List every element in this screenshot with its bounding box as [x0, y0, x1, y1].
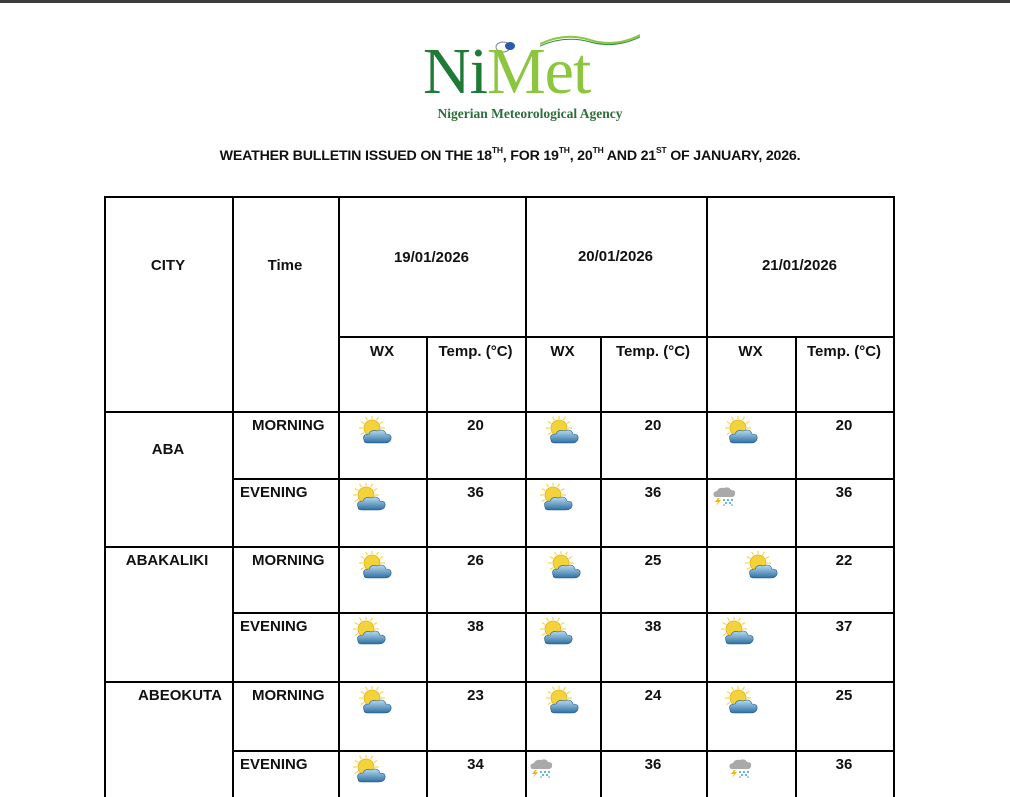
sun-cloud-icon: [744, 551, 780, 586]
temperature-value: 38: [644, 618, 662, 635]
logo-text-met: Met: [487, 35, 591, 108]
sun-cloud-icon: [358, 416, 394, 451]
temperature-value: 36: [835, 756, 853, 773]
table-border: [338, 336, 893, 338]
table-border: [104, 196, 895, 198]
header-date: 20/01/2026: [577, 248, 654, 265]
temperature-value: 36: [835, 484, 853, 501]
temperature-value: 34: [467, 756, 484, 773]
temperature-value: 37: [835, 618, 853, 635]
sun-cloud-icon: [352, 755, 388, 790]
bulletin-title: WEATHER BULLETIN ISSUED ON THE 18TH, FOR 19TH, 20TH AND 21ST OF JANUARY, 2026.: [219, 145, 801, 164]
time-label: MORNING: [252, 552, 325, 569]
table-border: [706, 196, 708, 797]
thunderstorm-icon: [527, 758, 555, 783]
temperature-value: 25: [835, 687, 853, 704]
header-city: CITY: [150, 257, 186, 274]
header-temp: Temp. (°C): [438, 343, 513, 360]
time-label: MORNING: [252, 417, 325, 434]
header-wx: WX: [550, 343, 575, 360]
temperature-value: 20: [835, 417, 853, 434]
sun-cloud-icon: [545, 416, 581, 451]
temperature-value: 22: [835, 552, 853, 569]
time-label: EVENING: [240, 618, 308, 635]
time-label: EVENING: [240, 756, 308, 773]
temperature-value: 36: [644, 756, 662, 773]
temperature-value: 23: [467, 687, 484, 704]
header-temp: Temp. (°C): [615, 343, 691, 360]
sun-cloud-icon: [352, 617, 388, 652]
header-date: 21/01/2026: [761, 257, 838, 274]
table-border: [232, 750, 895, 752]
temperature-value: 26: [467, 552, 484, 569]
time-label: EVENING: [240, 484, 308, 501]
table-border: [104, 681, 895, 683]
city-name: ABAKALIKI: [125, 552, 209, 569]
table-border: [893, 196, 895, 797]
table-border: [525, 196, 527, 797]
sun-cloud-icon: [724, 416, 760, 451]
sun-cloud-icon: [720, 617, 756, 652]
table-border: [232, 196, 234, 797]
table-border: [104, 196, 106, 797]
temperature-value: 38: [467, 618, 484, 635]
temperature-value: 20: [467, 417, 484, 434]
header-temp: Temp. (°C): [806, 343, 882, 360]
sun-cloud-icon: [724, 686, 760, 721]
sun-cloud-icon: [358, 686, 394, 721]
temperature-value: 20: [644, 417, 662, 434]
table-border: [104, 411, 895, 413]
sun-cloud-icon: [545, 686, 581, 721]
sun-cloud-icon: [539, 483, 575, 518]
header-date: 19/01/2026: [393, 249, 470, 266]
city-name: ABA: [151, 441, 185, 458]
table-border: [338, 196, 340, 797]
header-time: Time: [267, 257, 303, 274]
sun-cloud-icon: [539, 617, 575, 652]
temperature-value: 36: [644, 484, 662, 501]
sun-cloud-icon: [547, 551, 583, 586]
thunderstorm-icon: [726, 758, 754, 783]
table-border: [104, 546, 895, 548]
temperature-value: 24: [644, 687, 662, 704]
logo-subtitle: Nigerian Meteorological Agency: [437, 106, 623, 121]
header-wx: WX: [738, 343, 763, 360]
temperature-value: 25: [644, 552, 662, 569]
sun-cloud-icon: [358, 551, 394, 586]
table-border: [232, 478, 895, 480]
table-border: [232, 612, 895, 614]
city-name: ABEOKUTA: [138, 687, 222, 704]
logo-text-ni: Ni: [423, 35, 487, 108]
sun-cloud-icon: [352, 483, 388, 518]
time-label: MORNING: [252, 687, 325, 704]
thunderstorm-icon: [710, 486, 738, 511]
header-wx: WX: [369, 343, 395, 360]
temperature-value: 36: [467, 484, 484, 501]
